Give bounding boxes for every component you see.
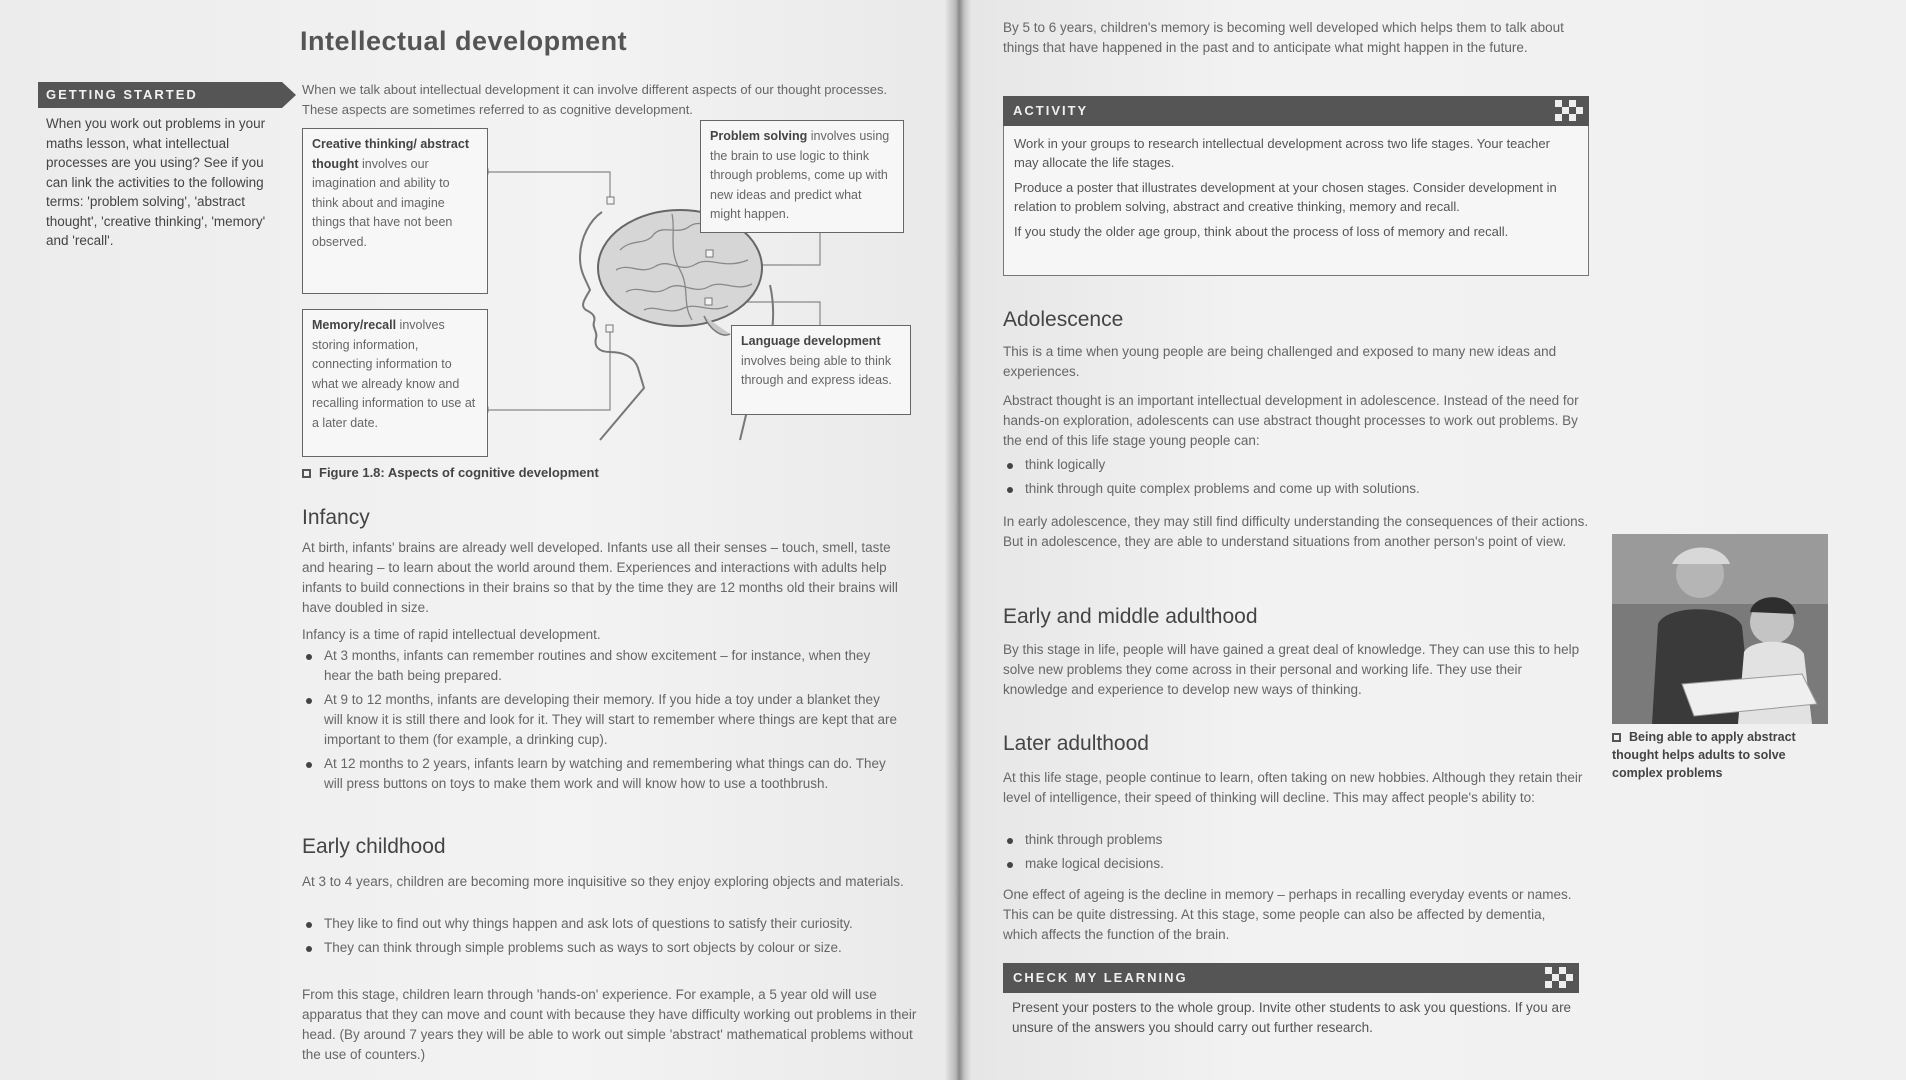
later-adulthood-heading: Later adulthood [1003, 732, 1149, 755]
infancy-list [302, 646, 898, 798]
connector-memory [486, 330, 610, 410]
infancy-paragraph-2: Infancy is a time of rapid intellectual development. [302, 627, 601, 642]
list-item: They like to find out why things happen and ask lots of questions to satisfy their curiosity. [302, 914, 912, 934]
figure-caption [302, 465, 599, 480]
adolescence-paragraph-3: In early adolescence, they may still find difficulty understanding the consequences of their actions. But in adolescence, they are able to understand situations from another person's point of view. [1003, 514, 1589, 549]
figure-caption-text: Figure 1.8: Aspects of cognitive development [319, 465, 599, 480]
problem-desc: involves using the brain to use logic to think through problems, come up with new ideas and predict what might happen. [710, 129, 890, 221]
photo-caption-text: Being able to apply abstract thought helps adults to solve complex problems [1612, 730, 1796, 780]
list-item: make logical decisions. [1003, 854, 1583, 874]
problem-term: Problem solving [710, 129, 808, 143]
getting-started-label: GETTING STARTED [46, 87, 198, 102]
list-item: think logically [1003, 455, 1583, 475]
infancy-heading: Infancy [302, 506, 370, 529]
memory-recall-box [302, 309, 488, 457]
list-item: At 3 months, infants can remember routines and show excitement – for instance, when they hear the bath being prepared. [302, 646, 898, 686]
check-my-learning-label: CHECK MY LEARNING [1013, 970, 1188, 985]
early-middle-adulthood-heading: Early and middle adulthood [1003, 605, 1258, 628]
list-item: At 12 months to 2 years, infants learn by watching and remembering what things can do. They will press buttons on toys to make them work and will know how to use a toothbrush. [302, 754, 898, 794]
creative-thinking-box [302, 128, 488, 294]
activity-box [1003, 126, 1589, 276]
page-title: Intellectual development [300, 26, 628, 56]
language-term: Language development [741, 334, 881, 348]
later-adulthood-list [1003, 830, 1583, 878]
later-adulthood-paragraph-2: One effect of ageing is the decline in memory – perhaps in recalling everyday events or names. This can be quite distressing. At this stage, some people can also be affected by dementia, which affects the function of the brain. [1003, 887, 1572, 942]
list-item: think through problems [1003, 830, 1583, 850]
activity-paragraph-2: Produce a poster that illustrates development at your chosen stages. Consider development in relation to problem solving, abstract and creative thinking, memory and recall. [1014, 180, 1557, 214]
checker-icon [1555, 100, 1583, 122]
caption-square-icon [1612, 733, 1621, 742]
language-development-box [731, 325, 911, 415]
memory-desc: involves storing information, connecting information to what we already know and recalling information to use at a later date. [312, 318, 476, 430]
infancy-paragraph-1: At birth, infants' brains are already well developed. Infants use all their senses – touch, smell, taste and hearing – to learn about the world around them. Experiences and interactions with adults help infants to build connections in their brains so that by the time they are 12 months old their brains will have doubled in size. [302, 540, 898, 615]
early-childhood-paragraph-2: From this stage, children learn through 'hands-on' experience. For example, a 5 year old will use apparatus that they can move and count with because they have difficulty working out problems in their head. (By around 7 years they will be able to work out simple 'abstract' mathematical problems without the use of counters.) [302, 987, 917, 1062]
language-desc: involves being able to think through and express ideas. [741, 353, 892, 387]
creative-desc: involves our imagination and ability to think about and imagine things that have not been observed. [312, 156, 453, 249]
photo-caption [1612, 728, 1832, 782]
adolescence-list [1003, 455, 1583, 503]
activity-label: ACTIVITY [1013, 103, 1089, 118]
adolescence-heading: Adolescence [1003, 308, 1124, 331]
later-adulthood-paragraph-1: At this life stage, people continue to learn, often taking on new hobbies. Although they retain their level of intelligence, their speed of thinking will decline. This may affect people's ability to: [1003, 770, 1583, 805]
getting-started-banner [38, 82, 282, 108]
adolescence-paragraph-2: Abstract thought is an important intellectual development in adolescence. Instead of the need for hands-on exploration, adolescents can use abstract thought processes to work out problems. By the end of this life stage young people can: [1003, 393, 1579, 448]
check-my-learning-banner [1003, 963, 1579, 993]
activity-banner [1003, 96, 1589, 126]
problem-solving-box [700, 120, 904, 233]
early-middle-adulthood-paragraph: By this stage in life, people will have gained a great deal of knowledge. They can use this to help solve new problems they come across in their personal and working life. They use their knowledge and experience to develop new ways of thinking. [1003, 642, 1580, 697]
connector-creative [486, 172, 610, 200]
photo-illustration [1612, 534, 1828, 724]
activity-paragraph-1: Work in your groups to research intellectual development across two life stages. Your teacher may allocate the life stages. [1014, 136, 1550, 170]
check-my-learning-text: Present your posters to the whole group. Invite other students to ask you questions. If you are unsure of the answers you should carry out further research. [1012, 1000, 1572, 1035]
memory-term: Memory/recall [312, 318, 397, 332]
caption-square-icon [302, 469, 311, 478]
adolescence-paragraph-1: This is a time when young people are being challenged and exposed to many new ideas and experiences. [1003, 344, 1557, 379]
early-childhood-heading: Early childhood [302, 835, 446, 858]
list-item: At 9 to 12 months, infants are developing their memory. If you hide a toy under a blanket they will know it is still there and look for it. They will start to remember where things are kept that are important to them (for example, a drinking cup). [302, 690, 898, 750]
list-item: They can think through simple problems such as ways to sort objects by colour or size. [302, 938, 912, 958]
adults-working-photo [1612, 534, 1828, 724]
checker-icon [1545, 967, 1573, 989]
list-item: think through quite complex problems and come up with solutions. [1003, 479, 1583, 499]
intro-text: When we talk about intellectual development it can involve different aspects of our thought processes. These aspects are sometimes referred to as cognitive development. [302, 82, 888, 117]
memory-intro-text: By 5 to 6 years, children's memory is becoming well developed which helps them to talk about things that have happened in the past and to anticipate what might happen in the future. [1003, 20, 1564, 55]
getting-started-text: When you work out problems in your maths lesson, what intellectual processes are you using? See if you can link the activities to the following terms: 'problem solving', 'abstract thought', 'creative thinking', 'memory' and 'recall'. [46, 116, 266, 248]
creative-term: Creative thinking/ abstract thought [312, 137, 469, 171]
book-gutter [945, 0, 971, 1080]
early-childhood-paragraph-1: At 3 to 4 years, children are becoming more inquisitive so they enjoy exploring objects and materials. [302, 874, 904, 889]
early-childhood-list [302, 914, 912, 962]
activity-paragraph-3: If you study the older age group, think about the process of loss of memory and recall. [1014, 224, 1509, 239]
